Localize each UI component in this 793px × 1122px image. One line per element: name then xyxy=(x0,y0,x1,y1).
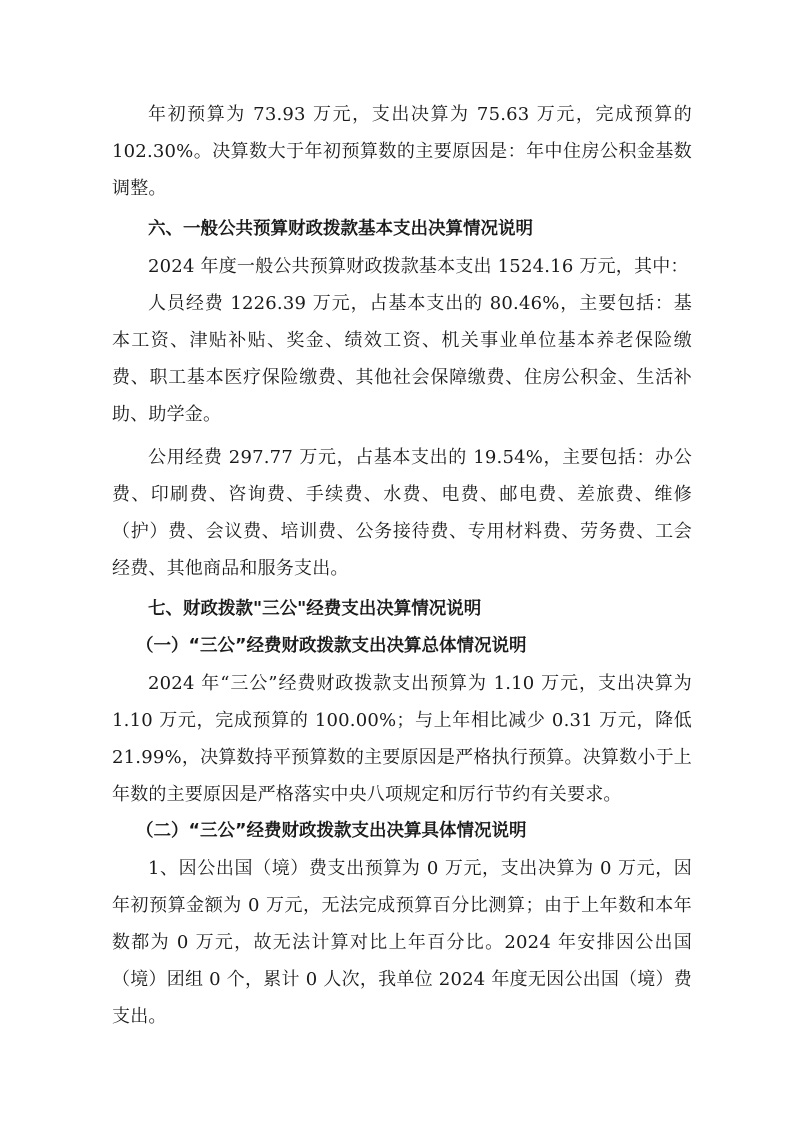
paragraph-three-public-overall: 2024 年“三公”经费财政拨款支出预算为 1.10 万元，支出决算为 1.10 万元，完成预算的 100.00%；与上年相比减少 0.31 万元，降低 21.99%，决算数持平预算数的主要原因是严格执行预算。决算数小于上年数的主要原因是严格落实中央八项规定和厉行节约有关要求。 xyxy=(112,673,692,805)
section-heading-six: 六、一般公共预算财政拨款基本支出决算情况说明 xyxy=(148,219,533,239)
document-page xyxy=(112,96,692,1035)
paragraph-basic-expenditure-total: 2024 年度一般公共预算财政拨款基本支出 1524.16 万元，其中： xyxy=(148,256,689,277)
paragraph-public-expenses: 公用经费 297.77 万元，占基本支出的 19.54%，主要包括：办公费、印刷费、咨询费、手续费、水费、电费、邮电费、差旅费、维修（护）费、会议费、培训费、公务接待费、专用材料费、劳务费、工会经费、其他商品和服务支出。 xyxy=(112,447,692,579)
subsection-heading-specific: （二）“三公”经费财政拨款支出决算具体情况说明 xyxy=(136,821,527,841)
paragraph-overseas-travel: 1、因公出国（境）费支出预算为 0 万元，支出决算为 0 万元，因年初预算金额为 0 万元，无法完成预算百分比测算；由于上年数和本年数都为 0 万元，故无法计算对比上年百分比。2024 年安排因公出国（境）团组 0 个，累计 0 人次，我单位 2024 年度无因公出国（境）费支出。 xyxy=(112,858,692,1027)
paragraph-budget-completion: 年初预算为 73.93 万元，支出决算为 75.63 万元，完成预算的 102.30%。决算数大于年初预算数的主要原因是：年中住房公积金基数调整。 xyxy=(112,104,692,199)
section-heading-seven: 七、财政拨款"三公"经费支出决算情况说明 xyxy=(148,599,482,619)
subsection-heading-overall: （一）“三公”经费财政拨款支出决算总体情况说明 xyxy=(136,636,527,656)
paragraph-personnel-expenses: 人员经费 1226.39 万元，占基本支出的 80.46%，主要包括：基本工资、津贴补贴、奖金、绩效工资、机关事业单位基本养老保险缴费、职工基本医疗保险缴费、其他社会保障缴费、住房公积金、生活补助、助学金。 xyxy=(112,293,692,425)
